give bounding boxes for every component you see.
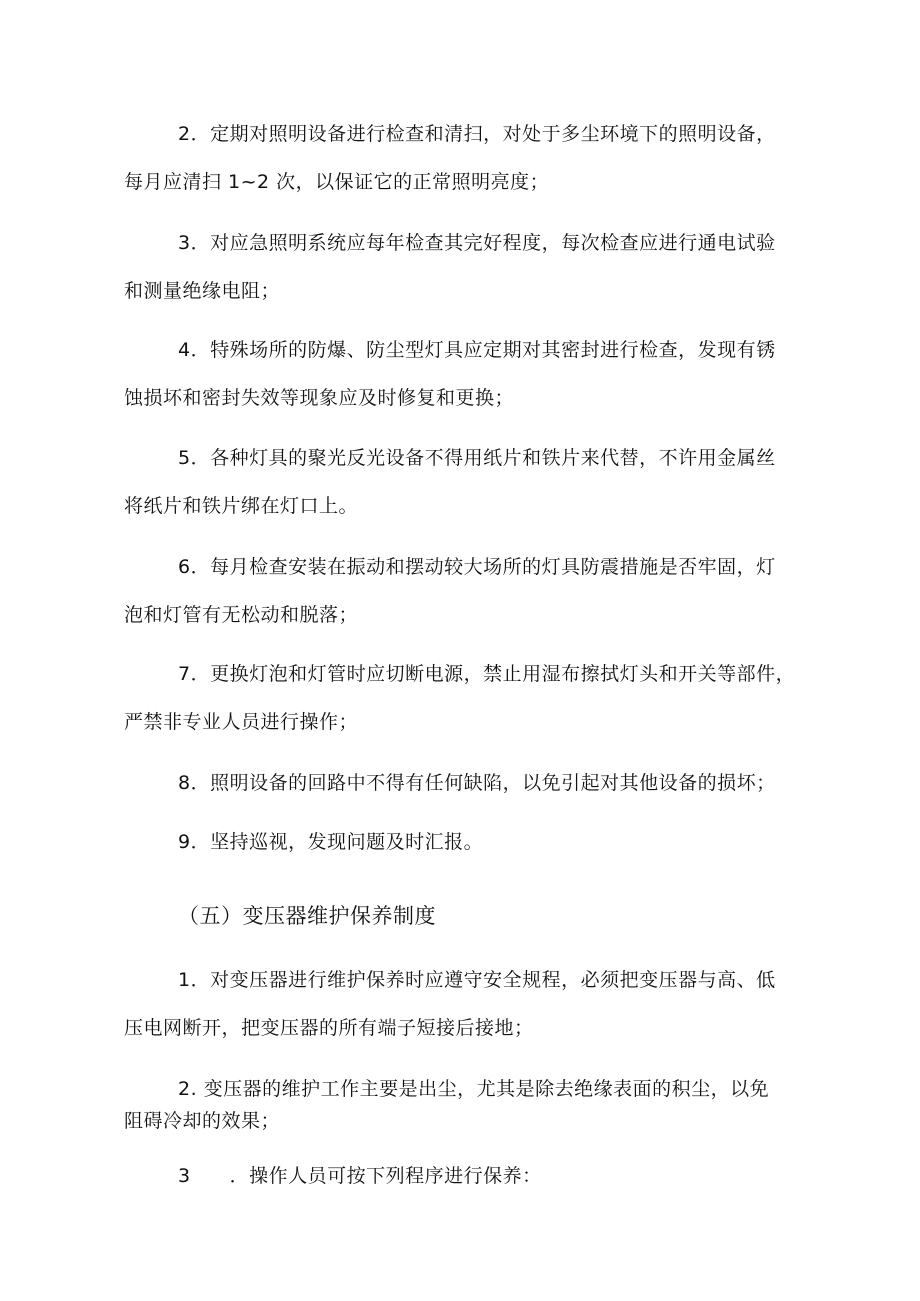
section-heading: （五）变压器维护保养制度 bbox=[178, 904, 436, 928]
item-2-line-1: 2．定期对照明设备进行检查和清扫，对处于多尘环境下的照明设备， bbox=[178, 123, 776, 145]
item-7-line-2: 严禁非专业人员进行操作； bbox=[124, 711, 359, 733]
section-item-2-line-1: 2. 变压器的维护工作主要是出尘，尤其是除去绝缘表面的积尘，以免 bbox=[178, 1078, 770, 1100]
section-item-1-line-1: 1．对变压器进行维护保养时应遵守安全规程，必须把变压器与高、低 bbox=[178, 969, 776, 991]
item-5-line-2: 将纸片和铁片绑在灯口上。 bbox=[124, 495, 359, 517]
item-6-line-2: 泡和灯管有无松动和脱落； bbox=[124, 604, 359, 626]
item-9-line-1: 9．坚持巡视，发现问题及时汇报。 bbox=[178, 831, 484, 853]
item-3-line-1: 3．对应急照明系统应每年检查其完好程度，每次检查应进行通电试验 bbox=[178, 232, 776, 254]
item-8-line-1: 8．照明设备的回路中不得有任何缺陷，以免引起对其他设备的损坏； bbox=[178, 772, 776, 794]
section-item-1-line-2: 压电网断开，把变压器的所有端子短接后接地； bbox=[124, 1017, 534, 1039]
item-5-line-1: 5．各种灯具的聚光反光设备不得用纸片和铁片来代替，不许用金属丝 bbox=[178, 447, 776, 469]
item-6-line-1: 6．每月检查安装在振动和摆动较大场所的灯具防震措施是否牢固，灯 bbox=[178, 556, 776, 578]
item-7-line-1: 7．更换灯泡和灯管时应切断电源，禁止用湿布擦拭灯头和开关等部件， bbox=[178, 663, 796, 685]
section-item-2-line-2: 阻碍冷却的效果； bbox=[124, 1110, 281, 1132]
item-4-line-2: 蚀损坏和密封失效等现象应及时修复和更换； bbox=[124, 387, 515, 409]
item-3-line-2: 和测量绝缘电阻； bbox=[124, 280, 281, 302]
item-4-line-1: 4．特殊场所的防爆、防尘型灯具应定期对其密封进行检查，发现有锈 bbox=[178, 339, 776, 361]
item-2-line-2: 每月应清扫 1~2 次，以保证它的正常照明亮度； bbox=[124, 171, 550, 193]
section-item-3-line-1: 3 ．操作人员可按下列程序进行保养： bbox=[178, 1165, 542, 1187]
